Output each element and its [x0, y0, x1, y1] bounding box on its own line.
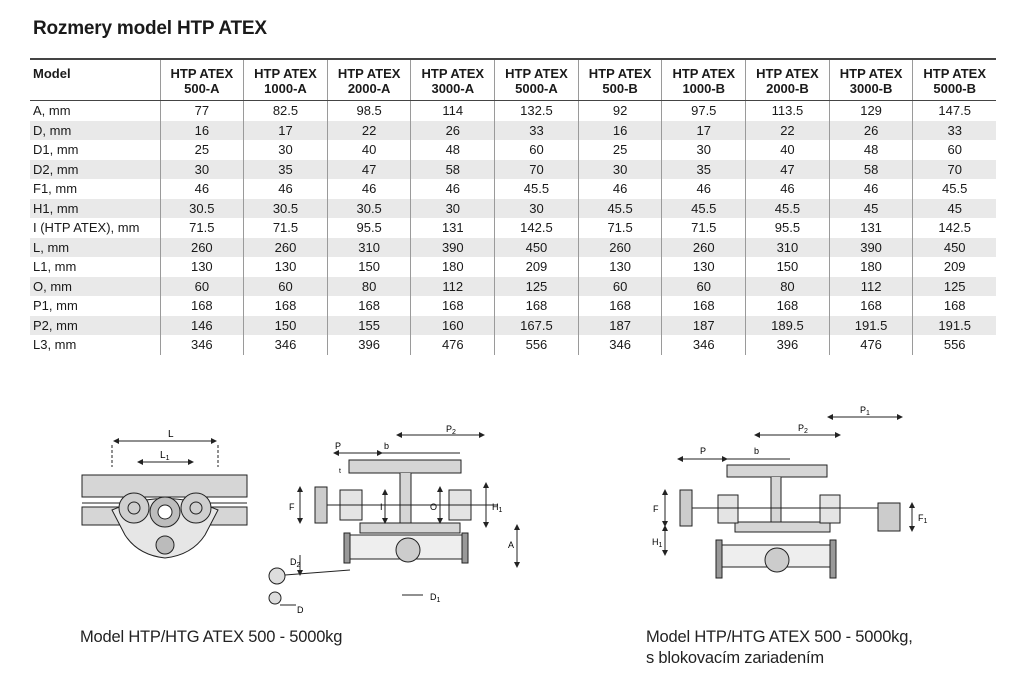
page-title: Rozmery model HTP ATEX: [33, 18, 267, 39]
table-cell: 125: [913, 277, 996, 297]
table-cell: 46: [746, 179, 830, 199]
column-header-line2: 5000-A: [515, 81, 558, 96]
table-cell: 92: [578, 101, 662, 121]
column-header-line2: 2000-A: [347, 81, 391, 96]
column-header-line1: HTP ATEX: [923, 66, 986, 81]
table-cell: 45.5: [662, 199, 746, 219]
table-cell: 30.5: [244, 199, 328, 219]
table-cell: 45.5: [578, 199, 662, 219]
table-cell: 168: [578, 296, 662, 316]
column-header-line1: HTP ATEX: [839, 66, 903, 81]
row-label: D, mm: [30, 121, 160, 141]
label-F: F: [289, 502, 295, 512]
table-cell: 26: [411, 121, 495, 141]
column-header-line2: 500-B: [602, 81, 638, 96]
table-cell: 168: [327, 296, 411, 316]
table-cell: 390: [829, 238, 913, 258]
table-cell: 346: [160, 335, 244, 355]
table-cell: 25: [160, 140, 244, 160]
table-row: [30, 257, 996, 277]
table-row: [30, 218, 996, 238]
column-header-line1: HTP ATEX: [588, 66, 652, 81]
table-row: [30, 160, 996, 180]
table-body: [30, 101, 996, 355]
table-cell: 556: [495, 335, 579, 355]
table-cell: 60: [662, 277, 746, 297]
table-cell: 189.5: [746, 316, 830, 336]
table-row: [30, 238, 996, 258]
table-cell: 17: [244, 121, 328, 141]
table-cell: 260: [578, 238, 662, 258]
table-row: [30, 277, 996, 297]
table-cell: 45: [913, 199, 996, 219]
row-label: L, mm: [30, 238, 160, 258]
table-cell: 130: [160, 257, 244, 277]
table-cell: 167.5: [495, 316, 579, 336]
table-cell: 58: [411, 160, 495, 180]
table-cell: 147.5: [913, 101, 996, 121]
column-header-line2: 2000-B: [766, 81, 809, 96]
table-cell: 125: [495, 277, 579, 297]
table-cell: 80: [746, 277, 830, 297]
row-label: D1, mm: [33, 142, 79, 157]
table-cell: 396: [746, 335, 830, 355]
label-P2: $P_2$: [446, 424, 456, 436]
table-cell: 45.5: [746, 199, 830, 219]
table-cell: 260: [662, 238, 746, 258]
table-cell: 180: [411, 257, 495, 277]
table-cell: 71.5: [244, 218, 328, 238]
row-label: O, mm: [30, 277, 160, 297]
table-row: [30, 101, 996, 121]
side-view-locking-drawing: [665, 417, 912, 578]
table-cell: 71.5: [578, 218, 662, 238]
table-cell: 131: [829, 218, 913, 238]
column-header: [244, 59, 328, 101]
column-header-line1: HTP ATEX: [672, 66, 736, 81]
label-H1-right: $H_1$: [652, 537, 663, 549]
model-column-header: Model: [30, 59, 160, 101]
table-cell: 209: [913, 257, 996, 277]
table-cell: 187: [662, 316, 746, 336]
table-cell: 390: [411, 238, 495, 258]
table-cell: 60: [244, 277, 328, 297]
label-D1: $D_1$: [430, 592, 441, 604]
table-cell: 30: [244, 140, 328, 160]
label-O: O: [430, 502, 438, 512]
table-cell: 30: [160, 160, 244, 180]
table-cell: 150: [327, 257, 411, 277]
label-A: A: [508, 540, 515, 550]
table-cell: 26: [829, 121, 913, 141]
side-view-drawing: [269, 435, 517, 605]
table-cell: 35: [244, 160, 328, 180]
column-header: [829, 59, 913, 101]
table-cell: 168: [411, 296, 495, 316]
label-F1: $F_1$: [918, 513, 928, 525]
column-header: [327, 59, 411, 101]
row-label: A, mm: [33, 103, 71, 118]
table-cell: 30: [495, 199, 579, 219]
table-cell: 95.5: [327, 218, 411, 238]
table-cell: 40: [327, 140, 411, 160]
table-cell: 70: [913, 160, 996, 180]
column-header-line2: 500-A: [184, 81, 220, 96]
column-header: [578, 59, 662, 101]
table-cell: 556: [913, 335, 996, 355]
label-I: I: [380, 502, 383, 512]
label-H1: $H_1$: [492, 502, 503, 514]
label-F-right: F: [653, 504, 659, 514]
column-header-line2: 3000-A: [431, 81, 475, 96]
table-cell: 168: [495, 296, 579, 316]
caption-right: [646, 627, 913, 669]
column-header-line1: HTP ATEX: [421, 66, 485, 81]
table-cell: 260: [160, 238, 244, 258]
table-cell: 33: [913, 121, 996, 141]
column-header-line2: 3000-B: [849, 81, 893, 96]
column-header-line1: HTP ATEX: [254, 66, 317, 81]
table-cell: 97.5: [662, 101, 746, 121]
table-cell: 30: [662, 140, 746, 160]
table-cell: 30: [578, 160, 662, 180]
table-cell: 130: [578, 257, 662, 277]
table-cell: 22: [327, 121, 411, 141]
column-header: [746, 59, 830, 101]
table-cell: 191.5: [913, 316, 996, 336]
table-row: [30, 296, 996, 316]
table-cell: 187: [578, 316, 662, 336]
table-cell: 25: [578, 140, 662, 160]
column-header: [411, 59, 495, 101]
table-cell: 130: [244, 257, 328, 277]
table-cell: 160: [411, 316, 495, 336]
table-row: [30, 335, 996, 355]
table-cell: 150: [746, 257, 830, 277]
table-cell: 33: [495, 121, 579, 141]
table-cell: 45: [829, 199, 913, 219]
table-cell: 77: [160, 101, 244, 121]
column-header: [495, 59, 579, 101]
label-L1: $L_1$: [160, 450, 170, 462]
table-cell: 30: [411, 199, 495, 219]
label-L: L: [168, 429, 174, 440]
table-cell: 22: [746, 121, 830, 141]
table-cell: 46: [327, 179, 411, 199]
table-cell: 98.5: [327, 101, 411, 121]
table-cell: 80: [327, 277, 411, 297]
table-cell: 60: [160, 277, 244, 297]
table-header-row: [30, 59, 996, 101]
column-header-line2: 1000-B: [682, 81, 726, 96]
table-cell: 142.5: [495, 218, 579, 238]
table-cell: 209: [495, 257, 579, 277]
table-row: [30, 179, 996, 199]
table-cell: 168: [662, 296, 746, 316]
row-label: L3, mm: [33, 337, 77, 352]
table-cell: 112: [829, 277, 913, 297]
table-cell: 129: [829, 101, 913, 121]
table-cell: 16: [578, 121, 662, 141]
table-cell: 45.5: [913, 179, 996, 199]
table-cell: 450: [913, 238, 996, 258]
table-cell: 46: [411, 179, 495, 199]
table-cell: 346: [244, 335, 328, 355]
table-cell: 82.5: [244, 101, 328, 121]
table-cell: 260: [244, 238, 328, 258]
table-cell: 60: [913, 140, 996, 160]
column-header-line2: 5000-B: [933, 81, 977, 96]
table-cell: 168: [244, 296, 328, 316]
table-cell: 16: [160, 121, 244, 141]
dimensions-table: [30, 58, 996, 355]
table-cell: 30.5: [160, 199, 244, 219]
table-row: [30, 199, 996, 219]
table-cell: 46: [662, 179, 746, 199]
table-cell: 46: [578, 179, 662, 199]
table-cell: 346: [578, 335, 662, 355]
table-cell: 180: [829, 257, 913, 277]
label-t: t: [339, 468, 341, 475]
table-cell: 168: [913, 296, 996, 316]
table-cell: 142.5: [913, 218, 996, 238]
table-row: [30, 121, 996, 141]
caption-left: Model HTP/HTG ATEX 500 - 5000kg: [80, 628, 343, 646]
column-header: [160, 59, 244, 101]
table-cell: 47: [746, 160, 830, 180]
row-label: L1, mm: [33, 259, 77, 274]
label-P2-right: $P_2$: [798, 423, 808, 435]
table-cell: 47: [327, 160, 411, 180]
table-cell: 132.5: [495, 101, 579, 121]
table-cell: 113.5: [746, 101, 830, 121]
table-cell: 95.5: [746, 218, 830, 238]
row-label: D2, mm: [30, 160, 160, 180]
row-label: F1, mm: [33, 181, 78, 196]
table-cell: 146: [160, 316, 244, 336]
table-row: [30, 316, 996, 336]
table-cell: 150: [244, 316, 328, 336]
table-cell: 60: [495, 140, 579, 160]
label-P1: $P_1$: [860, 405, 870, 417]
table-cell: 71.5: [662, 218, 746, 238]
column-header: [913, 59, 996, 101]
caption-right-line2: s blokovacím zariadením: [646, 649, 824, 667]
table-cell: 46: [160, 179, 244, 199]
table-cell: 168: [746, 296, 830, 316]
table-cell: 450: [495, 238, 579, 258]
table-cell: 71.5: [160, 218, 244, 238]
table-cell: 48: [411, 140, 495, 160]
table-cell: 17: [662, 121, 746, 141]
column-header-line1: HTP ATEX: [505, 66, 568, 81]
table-cell: 168: [829, 296, 913, 316]
table-cell: 476: [829, 335, 913, 355]
row-label: P1, mm: [33, 298, 78, 313]
label-D: D: [297, 605, 304, 615]
table-cell: 35: [662, 160, 746, 180]
table-cell: 45.5: [495, 179, 579, 199]
label-b: b: [384, 441, 390, 451]
label-P: P: [335, 441, 342, 451]
table-cell: 58: [829, 160, 913, 180]
table-cell: 46: [244, 179, 328, 199]
technical-drawings: [0, 395, 1033, 625]
table-cell: 40: [746, 140, 830, 160]
table-cell: 130: [662, 257, 746, 277]
column-header: [662, 59, 746, 101]
table-cell: 396: [327, 335, 411, 355]
table-cell: 191.5: [829, 316, 913, 336]
table-cell: 60: [578, 277, 662, 297]
table-cell: 168: [160, 296, 244, 316]
row-label: P2, mm: [30, 316, 160, 336]
table-cell: 310: [327, 238, 411, 258]
column-header-line1: HTP ATEX: [756, 66, 819, 81]
label-b-right: b: [754, 446, 760, 456]
row-label: I (HTP ATEX), mm: [33, 220, 140, 235]
label-D2: $D_2$: [290, 557, 301, 569]
table-cell: 346: [662, 335, 746, 355]
table-cell: 46: [829, 179, 913, 199]
table-cell: 48: [829, 140, 913, 160]
table-cell: 131: [411, 218, 495, 238]
table-cell: 30.5: [327, 199, 411, 219]
table-row: [30, 140, 996, 160]
column-header-line1: HTP ATEX: [337, 66, 401, 81]
table-cell: 114: [411, 101, 495, 121]
caption-right-line1: Model HTP/HTG ATEX 500 - 5000kg,: [646, 628, 913, 646]
table-cell: 70: [495, 160, 579, 180]
column-header-line2: 1000-A: [264, 81, 307, 96]
table-cell: 112: [411, 277, 495, 297]
table-cell: 476: [411, 335, 495, 355]
label-P-right: P: [700, 446, 707, 456]
table-cell: 310: [746, 238, 830, 258]
table-cell: 155: [327, 316, 411, 336]
column-header-line1: HTP ATEX: [170, 66, 234, 81]
row-label: H1, mm: [30, 199, 160, 219]
